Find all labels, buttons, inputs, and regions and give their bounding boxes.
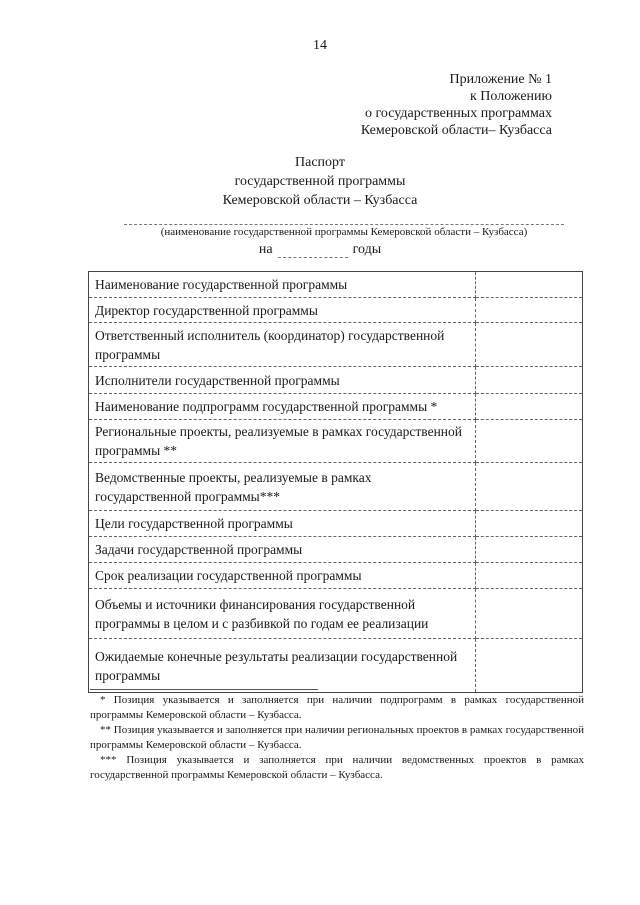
passport-table xyxy=(88,271,583,693)
passport-subtitle-1: государственной программы xyxy=(234,174,406,189)
row-value xyxy=(476,639,583,693)
row-label: Цели государственной программы xyxy=(89,511,476,537)
row-value xyxy=(476,511,583,537)
table-row xyxy=(89,298,583,323)
row-label: Наименование подпрограмм государственной программы * xyxy=(89,394,476,420)
table-row xyxy=(89,537,583,563)
row-value xyxy=(476,589,583,639)
date-line xyxy=(0,242,640,258)
row-label: Региональные проекты, реализуемые в рамках государственной программы ** xyxy=(89,420,476,463)
footnote-1: * Позиция указывается и заполняется при наличии подпрограмм в рамках государственной программы Кемеровской области – Кузбасса. xyxy=(90,694,584,721)
appendix-line-1: Приложение № 1 xyxy=(449,72,552,87)
appendix-line-2: к Положению xyxy=(469,89,552,104)
table-row xyxy=(89,367,583,394)
row-label: Задачи государственной программы xyxy=(89,537,476,563)
footnote-separator xyxy=(90,689,318,690)
row-label: Ожидаемые конечные результаты реализации государственной программы xyxy=(89,639,476,693)
row-label: Наименование государственной программы xyxy=(89,272,476,298)
date-suffix: годы xyxy=(352,242,382,257)
passport-title: Паспорт xyxy=(295,155,345,170)
date-blank-field xyxy=(278,243,348,258)
table-row xyxy=(89,639,583,693)
row-value xyxy=(476,563,583,589)
row-value xyxy=(476,323,583,367)
row-label: Исполнители государственной программы xyxy=(89,367,476,394)
passport-heading xyxy=(0,153,640,210)
program-name-caption: (наименование государственной программы Кемеровской области – Кузбасса) xyxy=(124,224,564,238)
footnote-2: ** Позиция указывается и заполняется при наличии региональных проектов в рамках государственной программы Кемеровской области – Кузбасса. xyxy=(90,724,584,751)
row-label: Директор государственной программы xyxy=(89,298,476,323)
table-row xyxy=(89,589,583,639)
footnotes xyxy=(90,693,584,783)
row-value xyxy=(476,537,583,563)
table-row xyxy=(89,272,583,298)
table-row xyxy=(89,420,583,463)
table-row xyxy=(89,463,583,511)
row-value xyxy=(476,394,583,420)
appendix-line-3: о государственных программах xyxy=(365,106,552,121)
appendix-line-4: Кемеровской области– Кузбасса xyxy=(360,123,552,138)
page-number: 14 xyxy=(313,38,327,53)
table-row xyxy=(89,511,583,537)
row-value xyxy=(476,420,583,463)
row-label: Ведомственные проекты, реализуемые в рамках государственной программы*** xyxy=(89,463,476,511)
row-label: Срок реализации государственной программы xyxy=(89,563,476,589)
table-row xyxy=(89,323,583,367)
passport-subtitle-2: Кемеровской области – Кузбасса xyxy=(222,193,418,208)
date-prefix: на xyxy=(258,242,273,257)
appendix-header xyxy=(361,71,552,139)
row-label: Объемы и источники финансирования государственной программы в целом и с разбивкой по годам ее реализации xyxy=(89,589,476,639)
row-value xyxy=(476,463,583,511)
table-row xyxy=(89,394,583,420)
table-row xyxy=(89,563,583,589)
row-value xyxy=(476,298,583,323)
footnote-3: *** Позиция указывается и заполняется при наличии ведомственных проектов в рамках государственной программы Кемеровской области – Кузбасса. xyxy=(90,754,584,781)
row-value xyxy=(476,272,583,298)
row-value xyxy=(476,367,583,394)
row-label: Ответственный исполнитель (координатор) государственной программы xyxy=(89,323,476,367)
